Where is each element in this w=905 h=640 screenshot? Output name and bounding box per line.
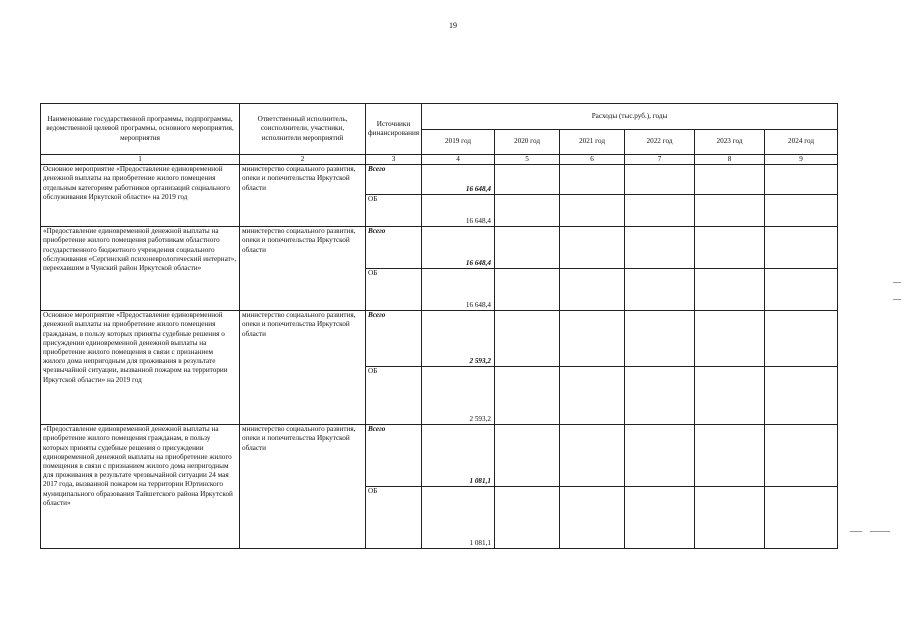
empty-cell bbox=[765, 425, 838, 487]
activity-name: «Предоставление единовременной денежной выплаты на приобретение жилого помещения гражданам, в пользу которых приняты судебные решения о присуждении единовременной денежной выплаты на приобретение жилого помещения в связи с признанием жилого дома непригодным для проживания в результате чрезвычайной ситуации 24 мая 2017 года, вызванной пожаром на территории Юртинского муниципального образования Тайшетского района Иркутской области» bbox=[41, 425, 240, 549]
header-source: Источники финансирования bbox=[366, 104, 422, 155]
header-year: 2021 год bbox=[560, 130, 625, 155]
source-ob-label: ОБ bbox=[366, 195, 422, 227]
header-expenses: Расходы (тыс.руб.), годы bbox=[422, 104, 838, 130]
table-row bbox=[41, 311, 838, 367]
empty-cell bbox=[625, 425, 695, 487]
page-number: 19 bbox=[449, 21, 457, 30]
source-ob-label: ОБ bbox=[366, 269, 422, 311]
empty-cell bbox=[625, 311, 695, 367]
empty-cell bbox=[560, 367, 625, 425]
empty-cell bbox=[695, 195, 765, 227]
column-number: 6 bbox=[560, 155, 625, 165]
executor: министерство социального развития, опеки и попечительства Иркутской области bbox=[240, 227, 366, 311]
empty-cell bbox=[560, 487, 625, 549]
amount-total-2019: 16 648,4 bbox=[422, 165, 495, 195]
header-year: 2020 год bbox=[495, 130, 560, 155]
empty-cell bbox=[695, 487, 765, 549]
empty-cell bbox=[495, 487, 560, 549]
amount-ob-2019: 2 593,2 bbox=[422, 367, 495, 425]
header-year: 2023 год bbox=[695, 130, 765, 155]
empty-cell bbox=[765, 367, 838, 425]
scan-mark bbox=[893, 282, 901, 283]
column-number: 1 bbox=[41, 155, 240, 165]
source-total-label: Всего bbox=[366, 425, 422, 487]
source-total-label: Всего bbox=[366, 165, 422, 195]
amount-ob-2019: 1 081,1 bbox=[422, 487, 495, 549]
scan-mark bbox=[850, 531, 862, 532]
amount-total-2019: 2 593,2 bbox=[422, 311, 495, 367]
executor: министерство социального развития, опеки и попечительства Иркутской области bbox=[240, 311, 366, 425]
empty-cell bbox=[625, 195, 695, 227]
column-number: 7 bbox=[625, 155, 695, 165]
empty-cell bbox=[495, 165, 560, 195]
empty-cell bbox=[495, 311, 560, 367]
column-number: 8 bbox=[695, 155, 765, 165]
table-row bbox=[41, 165, 838, 195]
empty-cell bbox=[765, 487, 838, 549]
empty-cell bbox=[695, 425, 765, 487]
empty-cell bbox=[495, 269, 560, 311]
header-year: 2022 год bbox=[625, 130, 695, 155]
table-row bbox=[41, 425, 838, 487]
empty-cell bbox=[495, 425, 560, 487]
empty-cell bbox=[695, 165, 765, 195]
budget-table bbox=[40, 103, 838, 549]
executor: министерство социального развития, опеки и попечительства Иркутской области bbox=[240, 425, 366, 549]
empty-cell bbox=[625, 269, 695, 311]
amount-ob-2019: 16 648,4 bbox=[422, 269, 495, 311]
activity-name: «Предоставление единовременной денежной выплаты на приобретение жилого помещения работникам областного государственного бюджетного учреждения социального обслуживания «Сергинский психоневрологический интернат», переехавшим в Чунский район Иркутской области» bbox=[41, 227, 240, 311]
scan-mark bbox=[870, 531, 890, 532]
empty-cell bbox=[560, 425, 625, 487]
empty-cell bbox=[765, 269, 838, 311]
empty-cell bbox=[765, 311, 838, 367]
empty-cell bbox=[625, 367, 695, 425]
empty-cell bbox=[560, 195, 625, 227]
empty-cell bbox=[625, 165, 695, 195]
empty-cell bbox=[695, 367, 765, 425]
scan-mark bbox=[893, 299, 901, 300]
header-year: 2024 год bbox=[765, 130, 838, 155]
empty-cell bbox=[625, 227, 695, 269]
header-executor: Ответственный исполнитель, соисполнители, участники, исполнители мероприятий bbox=[240, 104, 366, 155]
column-number: 5 bbox=[495, 155, 560, 165]
empty-cell bbox=[765, 227, 838, 269]
empty-cell bbox=[560, 311, 625, 367]
activity-name: Основное мероприятие «Предоставление единовременной денежной выплаты на приобретение жилого помещения отдельным категориям работников организаций социального обслуживания Иркутской области» на 2019 год bbox=[41, 165, 240, 227]
source-ob-label: ОБ bbox=[366, 487, 422, 549]
source-total-label: Всего bbox=[366, 311, 422, 367]
amount-total-2019: 1 081,1 bbox=[422, 425, 495, 487]
activity-name: Основное мероприятие «Предоставление единовременной денежной выплаты на приобретение жилого помещения гражданам, в пользу которых приняты судебные решения о присуждении единовременной денежной выплаты на приобретение жилого помещения в связи с признанием жилого дома непригодным для проживания в результате чрезвычайной ситуации, вызванной пожаром на территории Иркутской области» на 2019 год bbox=[41, 311, 240, 425]
source-total-label: Всего bbox=[366, 227, 422, 269]
empty-cell bbox=[495, 367, 560, 425]
header-year: 2019 год bbox=[422, 130, 495, 155]
table-row bbox=[41, 227, 838, 269]
empty-cell bbox=[695, 227, 765, 269]
empty-cell bbox=[695, 311, 765, 367]
column-number: 3 bbox=[366, 155, 422, 165]
empty-cell bbox=[695, 269, 765, 311]
amount-total-2019: 16 648,4 bbox=[422, 227, 495, 269]
empty-cell bbox=[560, 227, 625, 269]
empty-cell bbox=[765, 195, 838, 227]
column-number: 2 bbox=[240, 155, 366, 165]
empty-cell bbox=[560, 269, 625, 311]
amount-ob-2019: 16 648,4 bbox=[422, 195, 495, 227]
header-name: Наименование государственной программы, подпрограммы, ведомственной целевой программы, основного мероприятия, мероприятия bbox=[41, 104, 240, 155]
source-ob-label: ОБ bbox=[366, 367, 422, 425]
empty-cell bbox=[560, 165, 625, 195]
empty-cell bbox=[625, 487, 695, 549]
executor: министерство социального развития, опеки и попечительства Иркутской области bbox=[240, 165, 366, 227]
column-number: 4 bbox=[422, 155, 495, 165]
empty-cell bbox=[495, 195, 560, 227]
empty-cell bbox=[495, 227, 560, 269]
empty-cell bbox=[765, 165, 838, 195]
column-number: 9 bbox=[765, 155, 838, 165]
